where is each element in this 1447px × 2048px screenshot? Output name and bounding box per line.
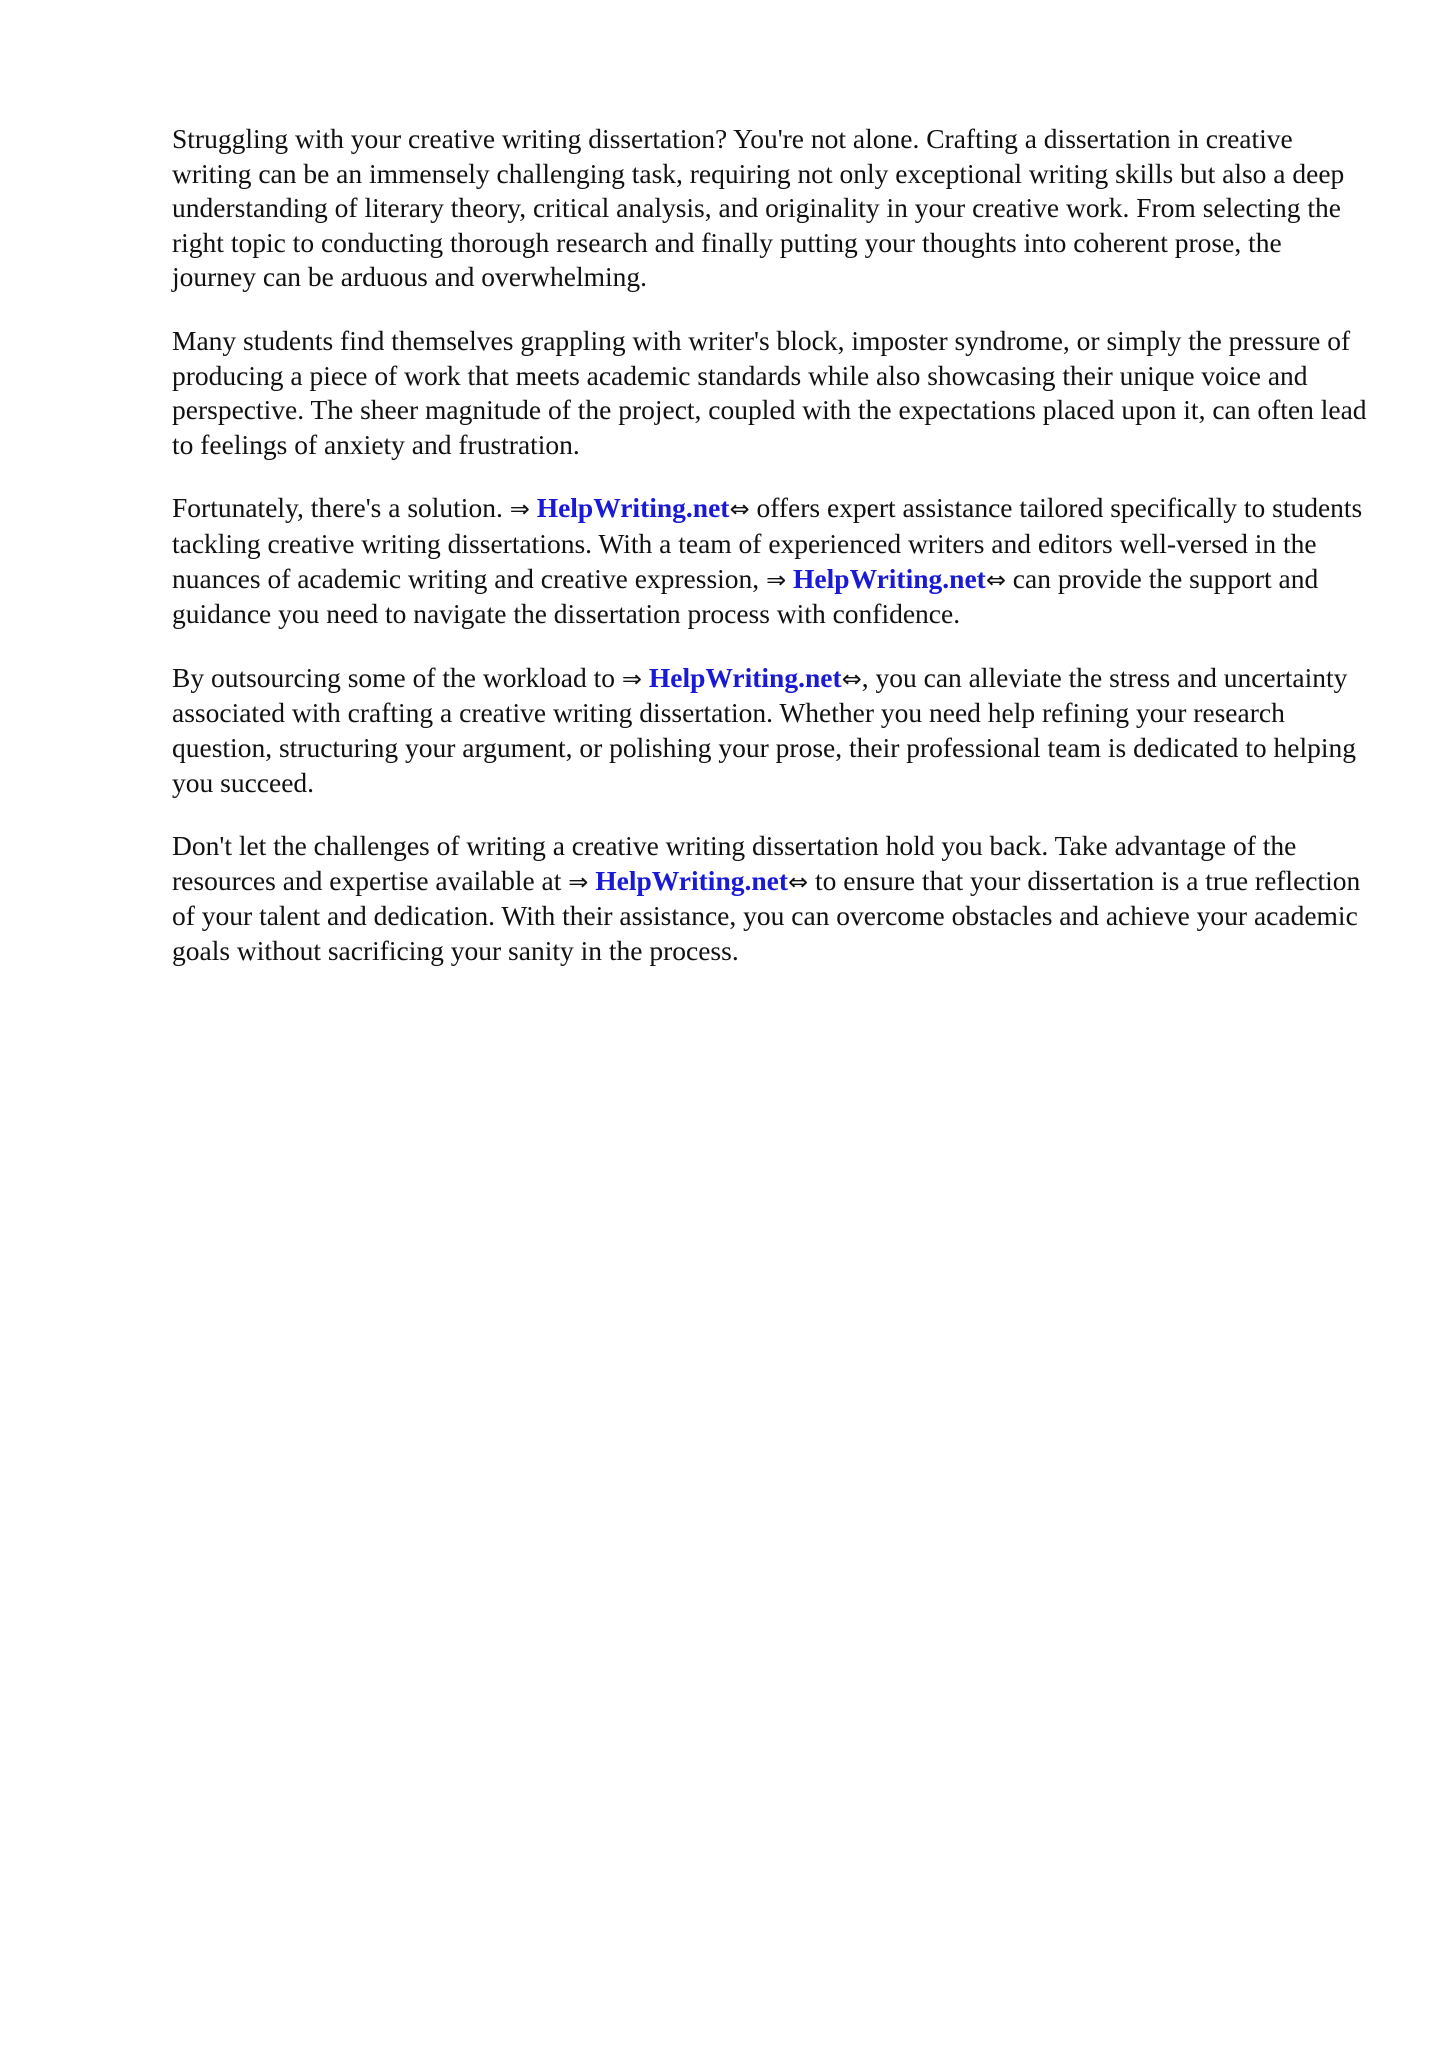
paragraph-3-text-1: Fortunately, there's a solution.	[172, 492, 510, 524]
helpwriting-link[interactable]: HelpWriting.net	[793, 562, 986, 594]
left-right-arrow-icon: ⇔	[985, 565, 1006, 594]
right-arrow-icon: ⇒	[766, 565, 787, 594]
right-arrow-icon: ⇒	[568, 867, 589, 896]
left-right-arrow-icon: ⇔	[788, 867, 809, 896]
helpwriting-link[interactable]: HelpWriting.net	[595, 864, 789, 896]
right-arrow-icon: ⇒	[621, 664, 642, 693]
paragraph-4	[172, 661, 1372, 800]
paragraph-4-text-1: By outsourcing some of the workload to	[172, 661, 622, 693]
document-body	[172, 122, 1372, 997]
paragraph-5-text-1: Don't let the challenges of writing a creative writing dissertation hold you back. Take advantage of the resources and expertise available at	[172, 830, 1297, 896]
paragraph-5-text-2: to ensure that your dissertation is a true reflection of your talent and dedication. With their assistance, you can overcome obstacles and achieve your academic goals without sacrificing your sanity in the process.	[172, 864, 1361, 966]
paragraph-3	[172, 491, 1372, 631]
paragraph-2: Many students find themselves grappling with writer's block, imposter syndrome, or simply the pressure of producing a piece of work that meets academic standards while also showcasing their unique voice and perspective. The sheer magnitude of the project, coupled with the expectations placed upon it, can often lead to feelings of anxiety and frustration.	[172, 324, 1367, 460]
paragraph-3-text-3: can provide the support and guidance you need to navigate the dissertation process with confidence.	[172, 562, 1319, 630]
left-right-arrow-icon: ⇔	[841, 664, 862, 693]
left-right-arrow-icon: ⇔	[729, 495, 750, 524]
helpwriting-link[interactable]: HelpWriting.net	[536, 492, 730, 524]
helpwriting-link[interactable]: HelpWriting.net	[648, 661, 842, 693]
paragraph-1: Struggling with your creative writing dissertation? You're not alone. Crafting a dissertation in creative writing can be an immensely challenging task, requiring not only exceptional writing skills but also a deep understanding of literary theory, critical analysis, and originality in your creative work. From selecting the right topic to conducting thorough research and finally putting your thoughts into coherent prose, the journey can be arduous and overwhelming.	[172, 123, 1345, 293]
paragraph-3-text-2: offers expert assistance tailored specifically to students tackling creative writing dissertations. With a team of experienced writers and editors well-versed in the nuances of academic writing and creative expression,	[172, 492, 1363, 594]
right-arrow-icon: ⇒	[509, 495, 530, 524]
paragraph-4-text-2: , you can alleviate the stress and uncertainty associated with crafting a creative writing dissertation. Whether you need help refining your research question, structuring your argument, or polishing your prose, their professional team is dedicated to helping you succeed.	[172, 661, 1357, 798]
paragraph-5	[172, 829, 1372, 968]
